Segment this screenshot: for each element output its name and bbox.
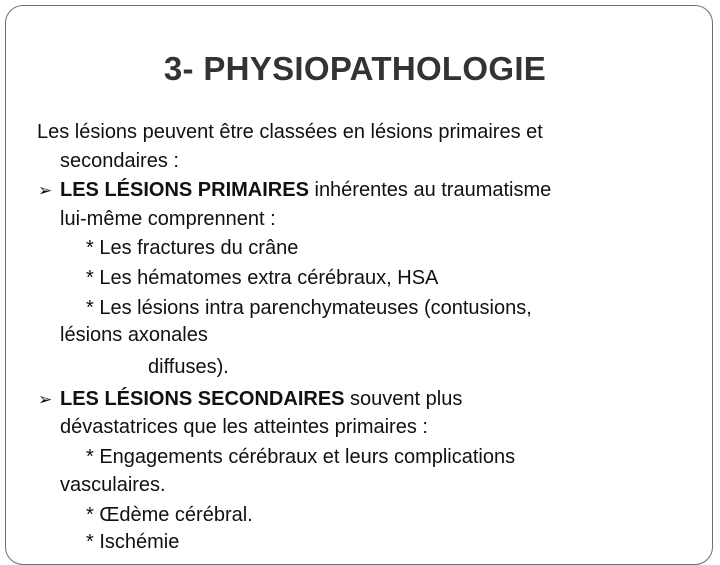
arrow-bullet-icon: ➢ (38, 181, 53, 200)
secondary-lesions-line (60, 385, 462, 414)
secondary-item-engagements: * Engagements cérébraux et leurs complications (86, 446, 516, 468)
primary-item-wrap-2: diffuses). (148, 356, 229, 378)
primary-lesions-heading: LES LÉSIONS PRIMAIRES (60, 179, 309, 201)
primary-lesions-desc-2: lui-même comprennent : (60, 208, 276, 230)
secondary-item-clipped: * Ischémie (86, 531, 180, 553)
arrow-bullet-icon: ➢ (38, 390, 53, 409)
primary-item-parenchymal: * Les lésions intra parenchymateuses (contusions, (86, 297, 532, 319)
intro-line-1: Les lésions peuvent être classées en lésions primaires et (37, 121, 543, 143)
secondary-item-oedeme: * Œdème cérébral. (86, 504, 253, 526)
secondary-lesions-desc-2: dévastatrices que les atteintes primaires : (60, 416, 428, 438)
intro-line-2: secondaires : (60, 150, 179, 172)
secondary-lesions-heading: LES LÉSIONS SECONDAIRES (60, 388, 345, 410)
secondary-lesions-desc: souvent plus (344, 388, 463, 410)
primary-item-fractures: * Les fractures du crâne (86, 237, 299, 259)
primary-lesions-line (60, 176, 551, 205)
secondary-item-wrap: vasculaires. (60, 474, 166, 496)
primary-item-hematomes: * Les hématomes extra cérébraux, HSA (86, 267, 439, 289)
primary-item-wrap-1: lésions axonales (60, 324, 208, 346)
slide-title: 3- PHYSIOPATHOLOGIE (163, 50, 547, 87)
primary-lesions-desc: inhérentes au traumatisme (308, 179, 552, 201)
